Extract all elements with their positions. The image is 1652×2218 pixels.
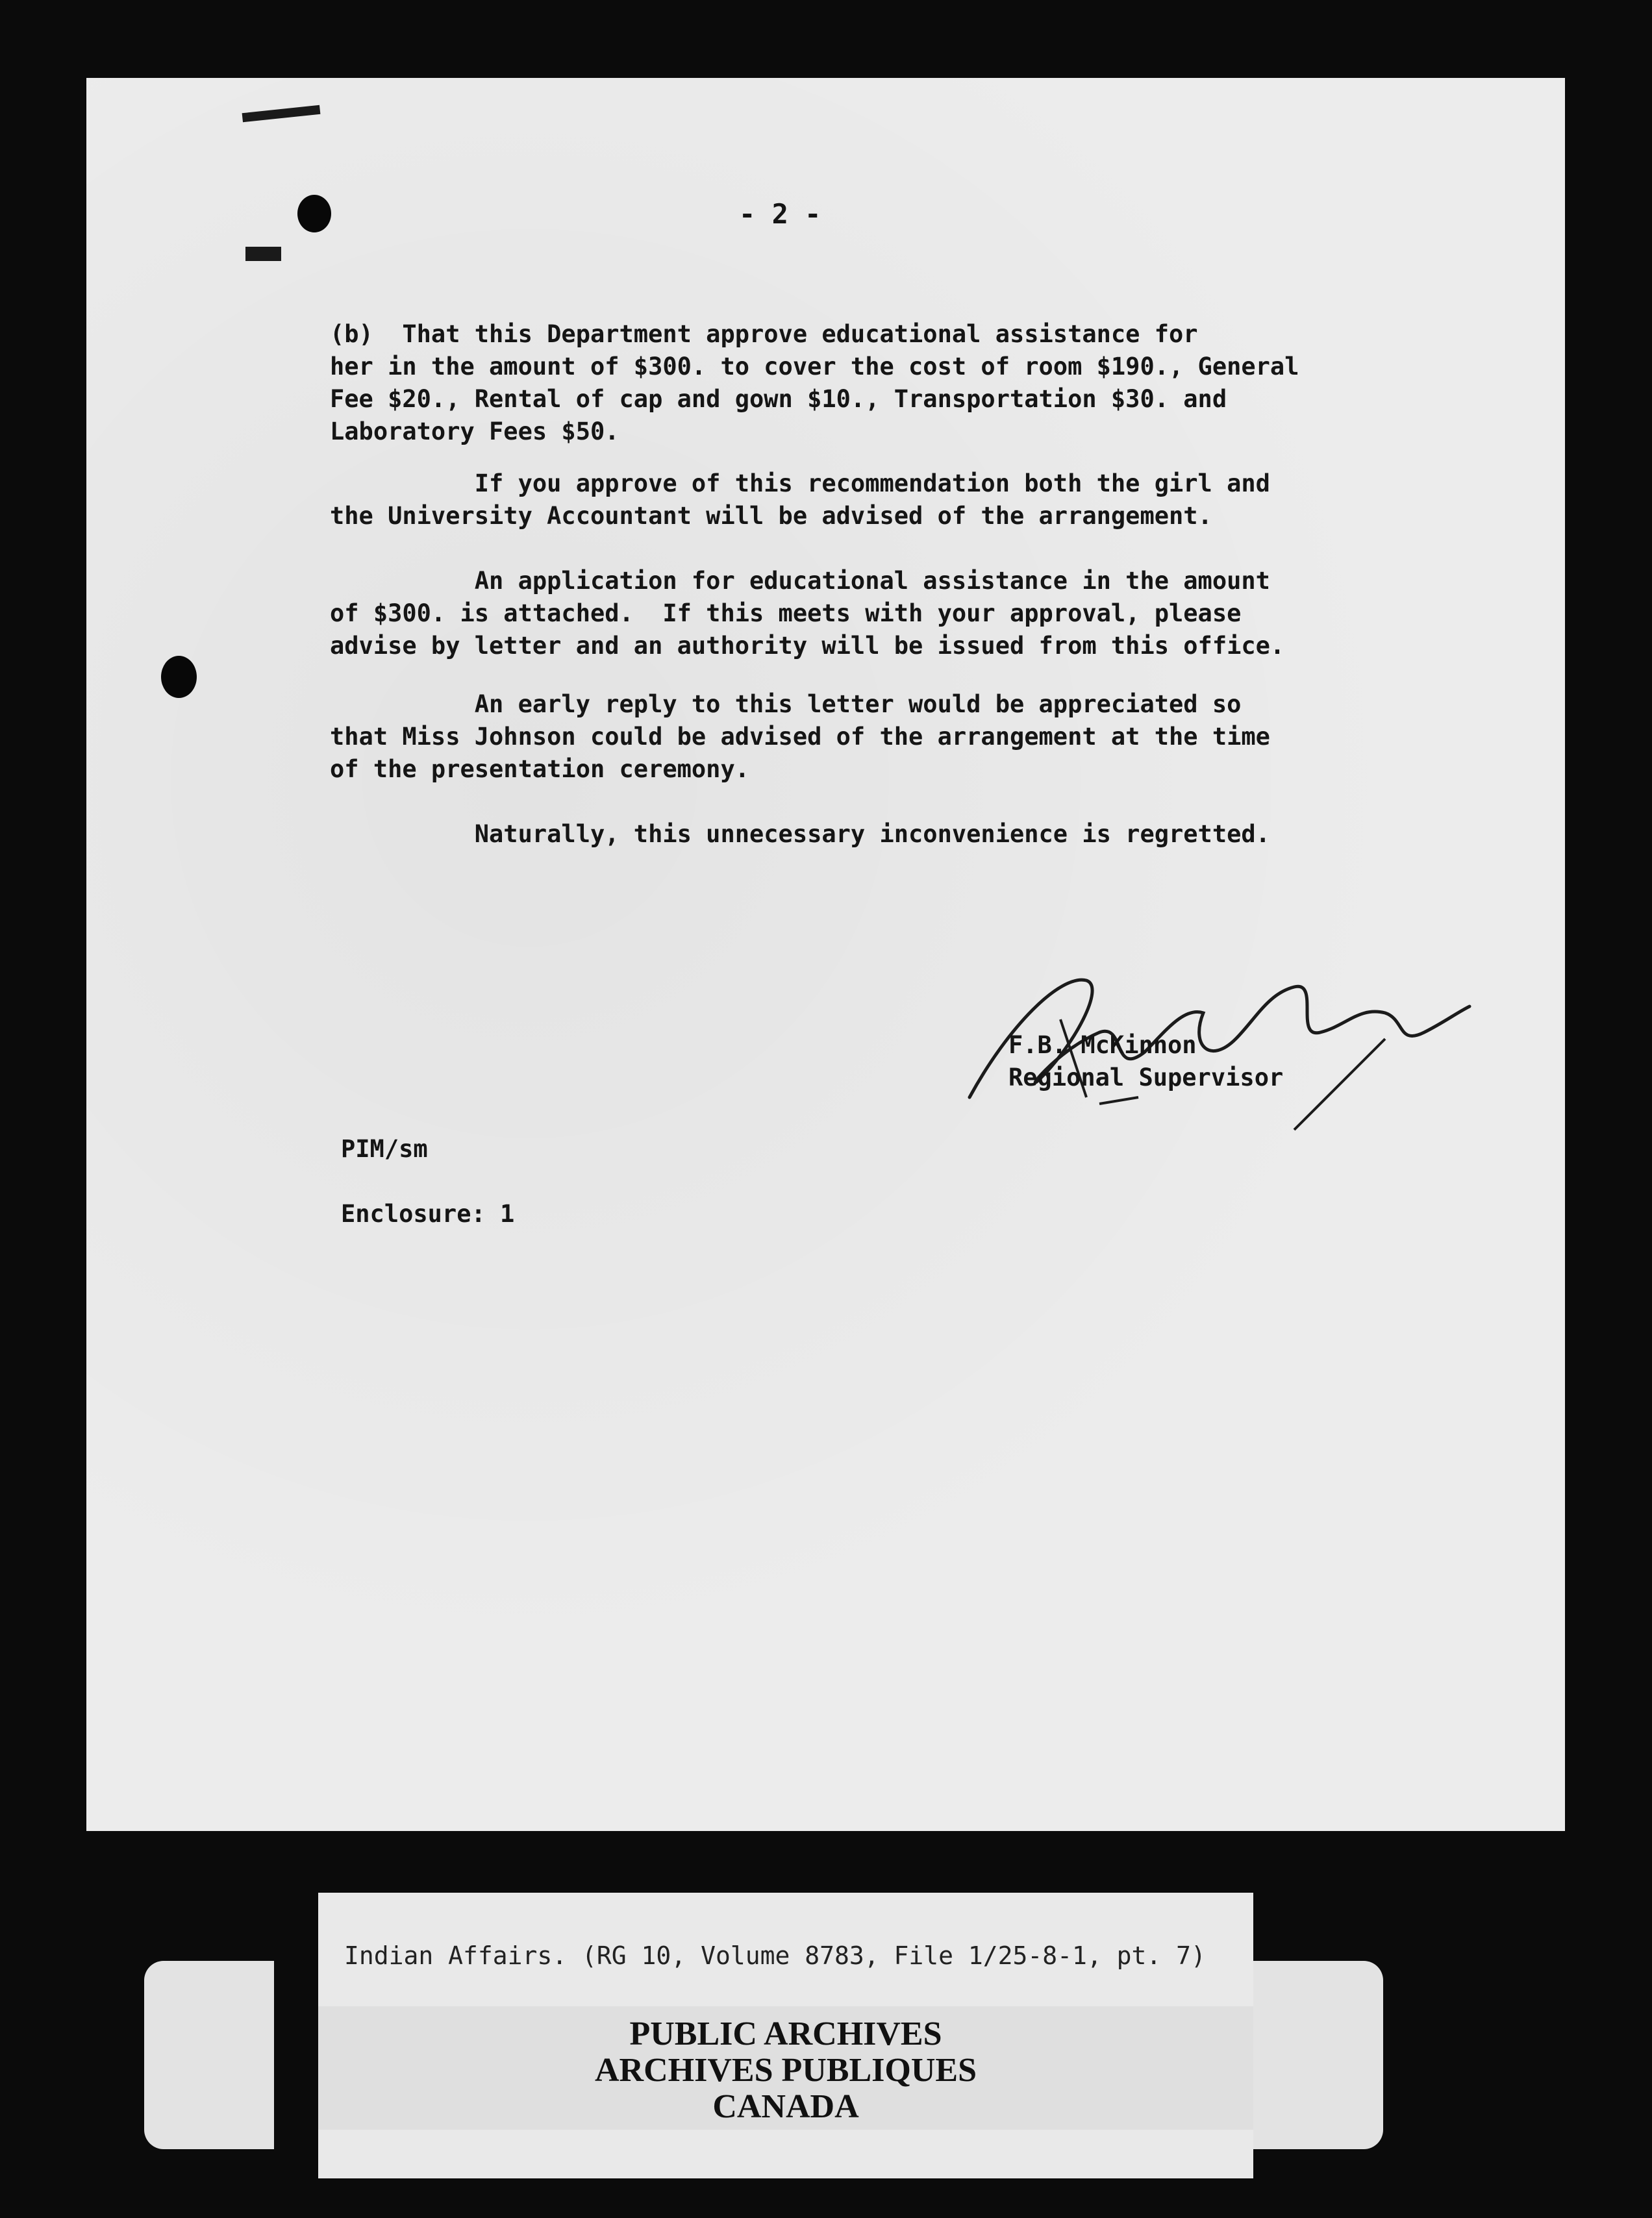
page-number: - 2 - xyxy=(739,198,821,230)
archive-label xyxy=(318,1893,1253,2178)
reference-initials: PIM/sm xyxy=(341,1135,428,1163)
paragraph-application: An application for educational assistance in the amount of $300. is attached. If this meets with your approval, please advise by letter and an authority will be issued from this office. xyxy=(330,567,1285,660)
punch-hole-top xyxy=(297,195,331,232)
archive-stamp-line1: PUBLIC ARCHIVES xyxy=(629,2015,942,2052)
archive-stamp-line2: ARCHIVES PUBLIQUES xyxy=(594,2052,977,2089)
paragraph-regret: Naturally, this unnecessary inconvenience is regretted. xyxy=(330,820,1270,848)
archive-stamp-line3: CANADA xyxy=(712,2088,859,2125)
film-strip-left xyxy=(144,1961,274,2149)
enclosure-line: Enclosure: 1 xyxy=(341,1200,515,1228)
letter-page xyxy=(86,78,1565,1831)
paragraph-approve: If you approve of this recommendation both the girl and the University Accountant will be advised of the arrangement. xyxy=(330,469,1270,530)
ink-smudge xyxy=(242,105,321,122)
paragraph-reply: An early reply to this letter would be appreciated so that Miss Johnson could be advised of the arrangement at the time of the presentation ceremony. xyxy=(330,690,1270,783)
signatory-name: F.B. McKinnon xyxy=(1008,1031,1197,1059)
film-strip-right xyxy=(1253,1961,1383,2149)
ink-smudge-2 xyxy=(245,247,281,261)
signatory-title: Regional Supervisor xyxy=(1008,1064,1284,1091)
punch-hole-middle xyxy=(161,656,197,698)
archive-reference: Indian Affairs. (RG 10, Volume 8783, File 1/25-8-1, pt. 7) xyxy=(344,1941,1206,1970)
paragraph-b: (b) That this Department approve educational assistance for her in the amount of $300. to cover the cost of room $190., General Fee $20., Rental of cap and gown $10., Transportation $30. and Laboratory Fees $50. xyxy=(330,320,1299,445)
